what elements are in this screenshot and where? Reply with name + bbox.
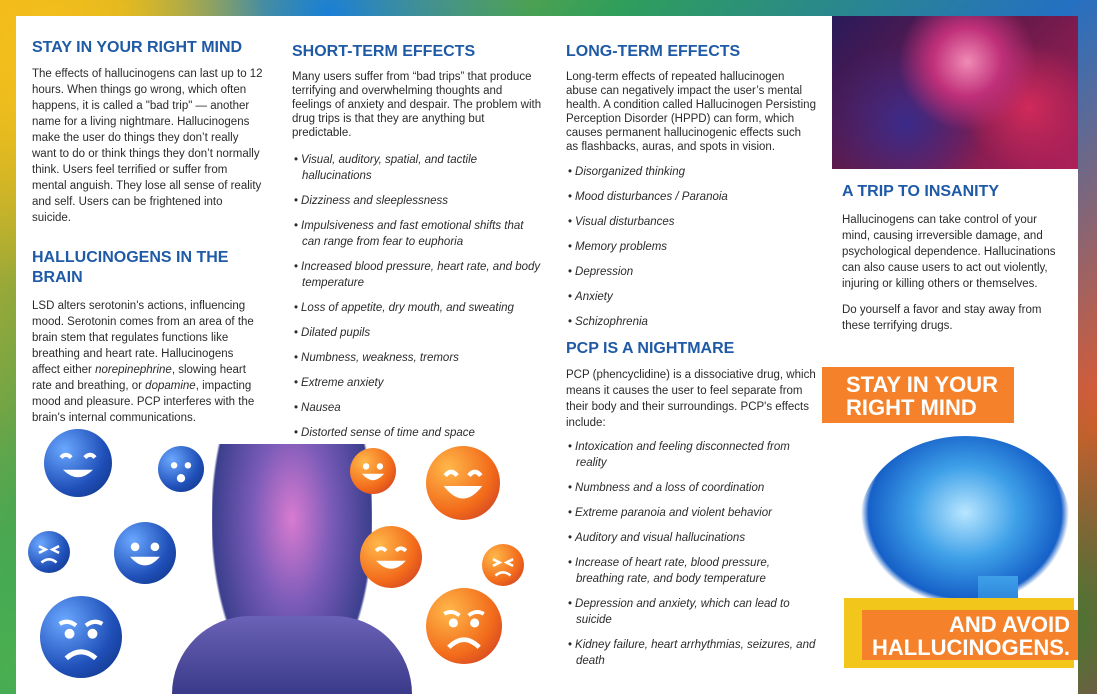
heading-pcp-nightmare: PCP IS A NIGHTMARE — [566, 340, 735, 357]
smiling-face-emoji-icon — [360, 526, 422, 588]
brain-image — [860, 436, 1070, 606]
list-item: • Impulsiveness and fast emotional shifts that can range from fear to euphoria — [292, 218, 542, 250]
sad-face-emoji-icon — [40, 596, 122, 678]
list-item: • Dizziness and sleeplessness — [292, 193, 542, 209]
column-short-term-effects — [292, 42, 542, 450]
relieved-face-emoji-icon — [44, 429, 112, 497]
banner-stay-in-right-mind — [822, 367, 1014, 423]
list-item: • Dilated pupils — [292, 325, 542, 341]
paragraph-lsd-serotonin: LSD alters serotonin's actions, influencing mood. Serotonin comes from an area of the brain stem that regulates functions like breathing and heart rate. Hallucinogens affect either norepinephrine, slowing heart rate and breathing, or dopamine, impacting mood and pleasure. PCP interferes with the brain's internal communications. — [32, 300, 255, 424]
list-item: • Anxiety — [566, 289, 816, 305]
list-item: • Distorted sense of time and space — [292, 425, 542, 441]
frustrated-face-emoji-icon — [482, 544, 524, 586]
list-item: • Intoxication and feeling disconnected from reality — [566, 439, 816, 471]
heading-long-term-effects: LONG-TERM EFFECTS — [566, 43, 741, 60]
list-item: • Visual, auditory, spatial, and tactile hallucinations — [292, 152, 542, 184]
list-item: • Disorganized thinking — [566, 164, 816, 180]
face-photo-image — [832, 16, 1078, 169]
banner-line: RIGHT MIND — [846, 395, 977, 420]
laughing-face-emoji-icon — [114, 522, 176, 584]
list-item: • Loss of appetite, dry mouth, and sweating — [292, 300, 542, 316]
big-smile-face-emoji-icon — [426, 446, 500, 520]
person-shoulders-image — [172, 616, 412, 694]
banner-avoid-hallucinogens — [862, 610, 1078, 660]
banner-line: HALLUCINOGENS. — [872, 635, 1070, 660]
list-item: • Numbness, weakness, tremors — [292, 350, 542, 366]
banner-line: STAY IN YOUR — [846, 372, 999, 397]
heading-trip-to-insanity: A TRIP TO INSANITY — [842, 183, 1000, 200]
list-item: • Memory problems — [566, 239, 816, 255]
list-item: • Kidney failure, heart arrhythmias, seizures, and death — [566, 637, 816, 669]
paragraph-control-mind: Hallucinogens can take control of your mind, causing irreversible damage, and psychological dependence. Hallucinations can also cause users to act out violently, injuring or killing others or themselves. — [842, 214, 1056, 290]
column-stay-in-right-mind — [32, 38, 264, 426]
column-trip-to-insanity — [842, 182, 1064, 334]
content-panel — [16, 16, 1078, 694]
grinning-face-emoji-icon — [350, 448, 396, 494]
paragraph-hppd: Long-term effects of repeated hallucinogen abuse can negatively impact the user’s mental health. A condition called Hallucinogen Persisting Perception Disorder (HPPD) can form, which causes permanent hallucinogenic effects such as flashbacks, auras, and spots in vision. — [566, 71, 816, 153]
list-item: • Nausea — [292, 400, 542, 416]
paragraph-effects-duration: The effects of hallucinogens can last up to 12 hours. When things go wrong, which often happens, it is called a "bad trip" — another name for a living nightmare. Hallucinogens make the user do things they don’t really want to do or think things they don’t normally think. Users feel terrified or suffer from mental anguish. They lose all sense of reality and self. Users can be frightened into suicide. — [32, 68, 263, 224]
list-item: • Depression and anxiety, which can lead to suicide — [566, 596, 816, 628]
heading-hallucinogens-in-brain: HALLUCINOGENS IN THE BRAIN — [32, 249, 229, 286]
paragraph-stay-away: Do yourself a favor and stay away from these terrifying drugs. — [842, 304, 1042, 332]
list-item: • Visual disturbances — [566, 214, 816, 230]
list-item: • Numbness and a loss of coordination — [566, 480, 816, 496]
angry-face-emoji-icon — [28, 531, 70, 573]
heading-short-term-effects: SHORT-TERM EFFECTS — [292, 43, 476, 60]
list-item: • Increased blood pressure, heart rate, and body temperature — [292, 259, 542, 291]
paragraph-bad-trips: Many users suffer from “bad trips” that produce terrifying and overwhelming thoughts and feelings of anxiety and despair. The problem with drug trips is that they are anything but predictable. — [292, 71, 542, 139]
banner-line: AND AVOID — [949, 612, 1070, 637]
heading-stay-in-right-mind: STAY IN YOUR RIGHT MIND — [32, 39, 243, 56]
list-item: • Depression — [566, 264, 816, 280]
long-term-effects-list — [566, 164, 816, 330]
list-item: • Auditory and visual hallucinations — [566, 530, 816, 546]
list-item: • Increase of heart rate, blood pressure, breathing rate, and body temperature — [566, 555, 816, 587]
paragraph-pcp: PCP (phencyclidine) is a dissociative drug, which means it causes the user to feel separate from their body and their surroundings. PCP's effects include: — [566, 369, 816, 429]
list-item: • Extreme anxiety — [292, 375, 542, 391]
list-item: • Extreme paranoia and violent behavior — [566, 505, 816, 521]
worried-face-emoji-icon — [158, 446, 204, 492]
frowning-face-emoji-icon — [426, 588, 502, 664]
short-term-effects-list — [292, 152, 542, 441]
column-long-term-effects — [566, 42, 816, 678]
list-item: • Schizophrenia — [566, 314, 816, 330]
list-item: • Mood disturbances / Paranoia — [566, 189, 816, 205]
pcp-effects-list — [566, 439, 816, 669]
